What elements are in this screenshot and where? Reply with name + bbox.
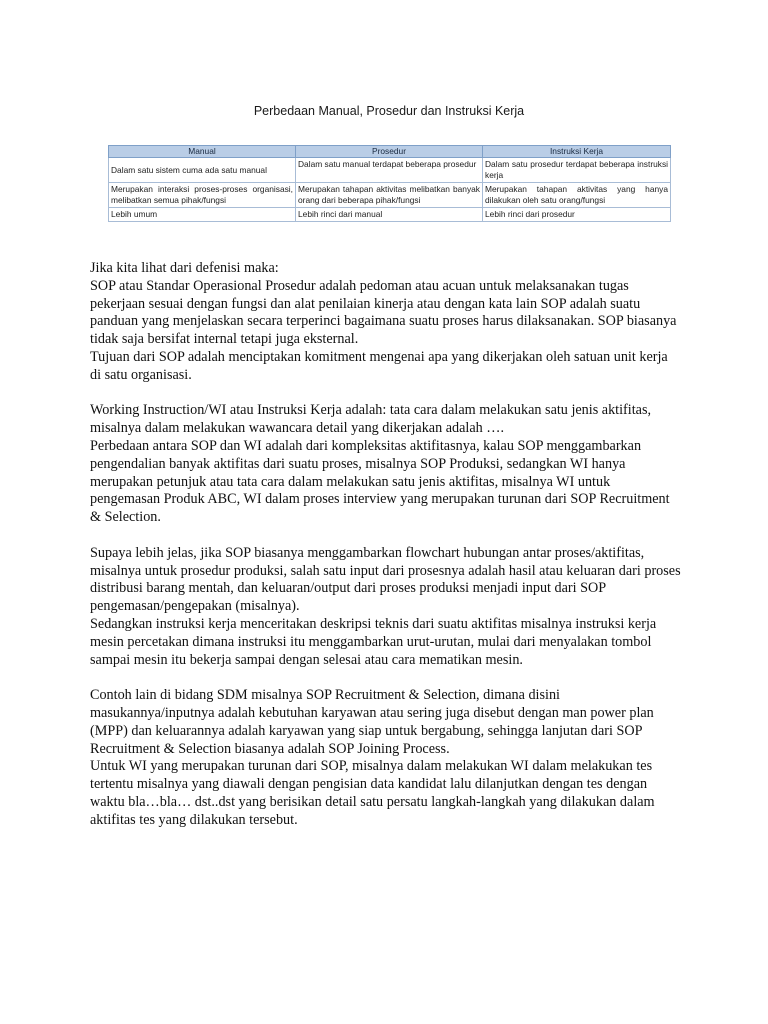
paragraph: Tujuan dari SOP adalah menciptakan komitment mengenai apa yang dikerjakan oleh satuan unit kerja di satu organisasi. xyxy=(90,348,668,383)
table-cell: Lebih rinci dari manual xyxy=(296,208,483,222)
table-cell: Lebih umum xyxy=(109,208,296,222)
table-cell: Lebih rinci dari prosedur xyxy=(483,208,671,222)
table-cell: Merupakan interaksi proses-proses organisasi, melibatkan semua pihak/fungsi xyxy=(109,183,296,208)
table-row xyxy=(109,183,671,208)
paragraph: Supaya lebih jelas, jika SOP biasanya menggambarkan flowchart hubungan antar proses/aktifitas, misalnya untuk prosedur produksi, salah satu input dari prosesnya adalah hasil atau keluaran dari proses distribusi barang mentah, dan keluaran/output dari proses produksi menjadi input dari SOP pengemasan/pengepakan (misalnya). xyxy=(90,544,681,615)
paragraph-spacer xyxy=(90,527,682,545)
table-row xyxy=(109,158,671,183)
paragraph: Contoh lain di bidang SDM misalnya SOP Recruitment & Selection, dimana disini masukannya/inputnya adalah kebutuhan karyawan atau sering juga disebut dengan man power plan (MPP) dan keluarannya adalah karyawan yang siap untuk bergabung, sehingga lanjutan dari SOP Recruitment & Selection biasanya adalah SOP Joining Process. xyxy=(90,687,654,757)
column-header-prosedur: Prosedur xyxy=(296,146,483,158)
table-cell: Dalam satu sistem cuma ada satu manual xyxy=(109,158,296,183)
comparison-table xyxy=(108,145,671,222)
column-header-manual: Manual xyxy=(109,146,296,158)
paragraph: Perbedaan antara SOP dan WI adalah dari kompleksitas aktifitasnya, kalau SOP menggambarkan pengendalian banyak aktifitas dari suatu proses, misalnya SOP Produksi, sedangkan WI hanya merupakan petunjuk atau tata cara dalam melakukan satu jenis aktifitas, misalnya WI untuk pengemasan Produk ABC, WI dalam proses interview yang merupakan turunan dari SOP Recruitment & Selection. xyxy=(90,437,670,526)
body-text xyxy=(90,260,682,830)
paragraph-spacer xyxy=(90,669,682,687)
paragraph: SOP atau Standar Operasional Prosedur adalah pedoman atau acuan untuk melaksanakan tugas pekerjaan sesuai dengan fungsi dan alat penilaian kinerja atau dengan kata lain SOP adalah suatu panduan yang menjelaskan secara terperinci bagaimana suatu proses harus dilaksanakan. SOP biasanya tidak saja bersifat internal tetapi juga eksternal. xyxy=(90,277,677,348)
paragraph: Sedangkan instruksi kerja menceritakan deskripsi teknis dari suatu aktifitas misalnya instruksi kerja mesin percetakan dimana instruksi itu menggambarkan urut-urutan, mulai dari menyalakan tombol sampai mesin itu bekerja sampai dengan selesai atau cara mematikan mesin. xyxy=(90,615,657,668)
paragraph: Jika kita lihat dari defenisi maka: xyxy=(90,260,279,276)
table-row xyxy=(109,208,671,222)
paragraph: Working Instruction/WI atau Instruksi Kerja adalah: tata cara dalam melakukan satu jenis aktifitas, misalnya dalam melakukan wawancara detail yang dikerjakan adalah …. xyxy=(90,402,652,437)
table-cell: Dalam satu manual terdapat beberapa prosedur xyxy=(296,158,483,183)
table-cell: Merupakan tahapan aktivitas yang hanya dilakukan oleh satu orang/fungsi xyxy=(483,183,671,208)
paragraph: Untuk WI yang merupakan turunan dari SOP, misalnya dalam melakukan WI dalam melakukan tes tertentu misalnya yang diawali dengan pengisian data kandidat lalu dilanjutkan dengan tes dengan waktu bla…bla… dst..dst yang berisikan detail satu persatu langkah-langkah yang dilakukan dalam aktifitas tes yang dilakukan tersebut. xyxy=(90,758,655,828)
table-title: Perbedaan Manual, Prosedur dan Instruksi Kerja xyxy=(253,104,525,118)
column-header-instruksi-kerja: Instruksi Kerja xyxy=(483,146,671,158)
table-cell: Dalam satu prosedur terdapat beberapa instruksi kerja xyxy=(483,158,671,183)
table-cell: Merupakan tahapan aktivitas melibatkan banyak orang dari beberapa pihak/fungsi xyxy=(296,183,483,208)
paragraph-spacer xyxy=(90,385,682,403)
table-header-row xyxy=(109,146,671,158)
